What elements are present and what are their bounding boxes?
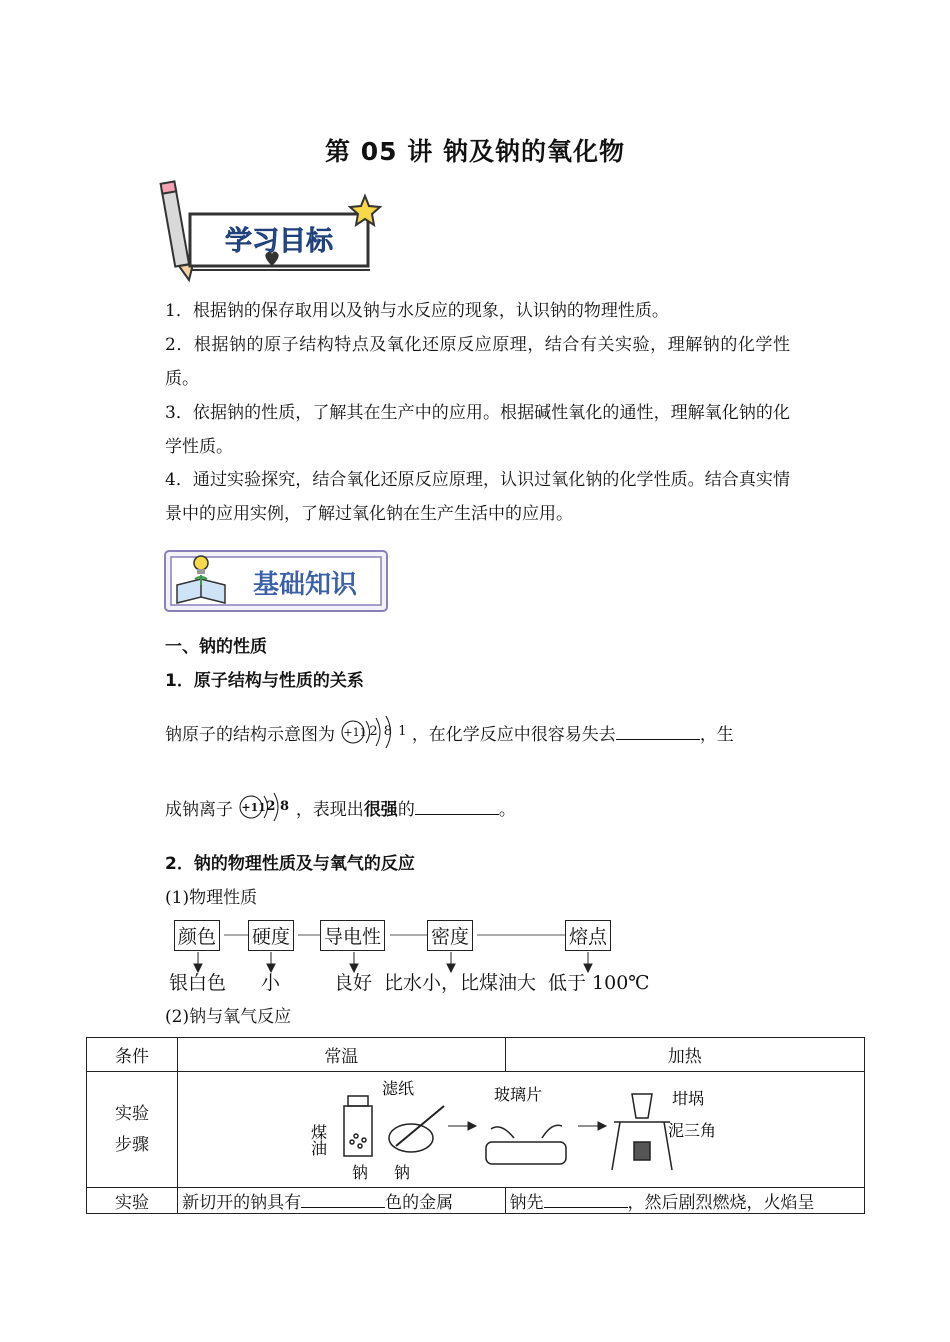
section-heading: 一、钠的性质 — [165, 637, 267, 657]
header-room-temp: 常温 — [178, 1038, 505, 1072]
sodium-ion-diagram: +11 2 8 — [238, 796, 290, 826]
header-heating: 加热 — [505, 1038, 864, 1072]
svg-text:坩埚: 坩埚 — [672, 1088, 705, 1108]
svg-text:泥三角: 泥三角 — [668, 1120, 717, 1140]
pencil-icon — [161, 181, 193, 280]
filter-paper-icon — [389, 1124, 433, 1152]
value-melting-point: 低于 100℃ — [548, 972, 650, 994]
row-label-steps: 实验 步骤 — [87, 1072, 178, 1188]
svg-text:钠: 钠 — [352, 1162, 369, 1182]
physical-properties-title: (1)物理性质 — [165, 888, 258, 908]
oxygen-reaction-title: (2)钠与氧气反应 — [165, 1007, 292, 1027]
basic-knowledge-banner — [163, 545, 393, 617]
crucible-icon — [612, 1094, 672, 1170]
row-label-experiment: 实验 — [87, 1188, 178, 1214]
apparatus-figure — [308, 1074, 736, 1186]
svg-text:滤纸: 滤纸 — [382, 1078, 415, 1098]
goal-item-1: 1．根据钠的保存取用以及钠与水反应的现象，认识钠的物理性质。 — [165, 301, 669, 321]
property-color: 颜色 — [174, 920, 220, 951]
goal-item-2: 2．根据钠的原子结构特点及氧化还原反应原理，结合有关实验，理解钠的化学性质。 — [165, 335, 790, 389]
answer-blank-4 — [544, 1189, 628, 1208]
svg-text:钠: 钠 — [394, 1162, 411, 1182]
value-density: 比水小，比煤油大 — [384, 972, 537, 994]
property-hardness: 硬度 — [248, 920, 294, 951]
property-conductivity: 导电性 — [320, 920, 385, 951]
arrow-right-icon — [578, 1122, 606, 1130]
value-color: 银白色 — [169, 972, 227, 994]
physical-properties-diagram — [169, 918, 652, 994]
value-conductivity: 良好 — [334, 972, 373, 994]
experiment-steps-figure — [178, 1072, 865, 1188]
svg-text:玻璃片: 玻璃片 — [494, 1084, 543, 1104]
knife-icon — [396, 1106, 444, 1146]
room-temp-result: 新切开的钠具有 色的金属 — [178, 1188, 505, 1214]
answer-blank-2 — [415, 796, 499, 815]
goal-item-4: 4．通过实验探究，结合氧化还原反应原理，认识过氧化钠的化学性质。结合真实情景中的应用实例，了解过氧化钠在生产生活中的应用。 — [165, 470, 790, 524]
atom-structure-line-1: 钠原子的结构示意图为 +11 2 8 1 ，在化学反应中很容易失去 ，生 — [165, 720, 734, 751]
subsection-heading-2: 2．钠的物理性质及与氧气的反应 — [165, 854, 415, 874]
arrow-right-icon — [448, 1122, 476, 1130]
svg-text:基础知识: 基础知识 — [252, 570, 358, 600]
value-hardness: 小 — [261, 972, 281, 994]
glass-plate-icon — [486, 1125, 566, 1164]
kerosene-bottle-icon — [344, 1096, 372, 1156]
answer-blank-1 — [616, 721, 700, 740]
learning-goals-banner — [160, 180, 385, 285]
property-melting-point: 熔点 — [565, 920, 611, 951]
atom-structure-line-2: 成钠离子 +11 2 8 ，表现出很强的 。 — [165, 795, 516, 826]
subsection-heading-1: 1．原子结构与性质的关系 — [165, 671, 364, 691]
page-title: 第 05 讲 钠及钠的氧化物 — [325, 137, 625, 166]
svg-text:学习目标: 学习目标 — [225, 226, 333, 257]
sodium-oxygen-table — [86, 1037, 865, 1214]
goal-item-3: 3．依据钠的性质，了解其在生产中的应用。根据碱性氧化的通性，理解氧化钠的化学性质。 — [165, 403, 790, 457]
sodium-atom-diagram: +11 2 8 1 — [340, 721, 406, 751]
heating-result: 钠先 ，然后剧烈燃烧，火焰呈 — [505, 1188, 864, 1214]
svg-text:煤油: 煤油 — [308, 1123, 328, 1156]
property-density: 密度 — [427, 920, 473, 951]
answer-blank-3 — [301, 1189, 385, 1208]
header-condition: 条件 — [87, 1038, 178, 1072]
